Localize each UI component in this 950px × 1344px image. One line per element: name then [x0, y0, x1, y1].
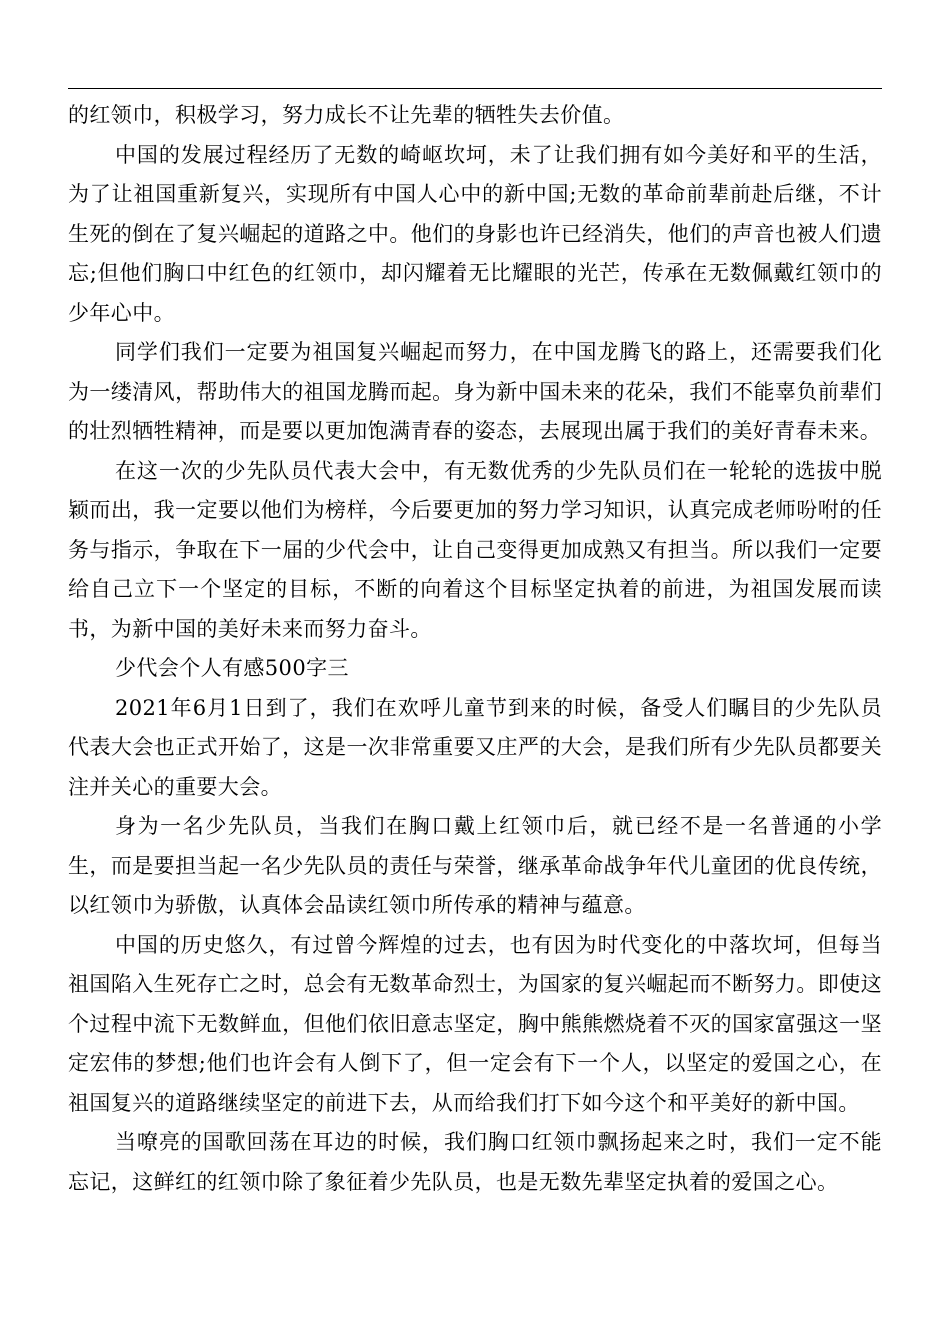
paragraph-3: 同学们我们一定要为祖国复兴崛起而努力，在中国龙腾飞的路上，还需要我们化为一缕清风，帮助伟大的祖国龙腾而起。身为新中国未来的花朵，我们不能辜负前辈们的壮烈牺牲精神，而是要以更加饱满青春的姿态，去展现出属于我们的美好青春未来。 [68, 340, 882, 443]
paragraph-8: 当嘹亮的国歌回荡在耳边的时候，我们胸口红领巾飘扬起来之时，我们一定不能忘记，这鲜红的红领巾除了象征着少先队员，也是无数先辈坚定执着的爱国之心。 [68, 1130, 882, 1194]
paragraph-5: 2021年6月1日到了，我们在欢呼儿童节到来的时候，备受人们瞩目的少先队员代表大会也正式开始了，这是一次非常重要又庄严的大会，是我们所有少先队员都要关注并关心的重要大会。 [68, 695, 882, 799]
header-rule [68, 88, 882, 89]
paragraph-6: 身为一名少先队员，当我们在胸口戴上红领巾后，就已经不是一名普通的小学生，而是要担当起一名少先队员的责任与荣誉，继承革命战争年代儿童团的优良传统，以红领巾为骄傲，认真体会品读红领巾所传承的精神与蕴意。 [68, 814, 882, 917]
document-body [68, 96, 882, 1202]
paragraph-2: 中国的发展过程经历了无数的崎岖坎坷，未了让我们拥有如今美好和平的生活，为了让祖国重新复兴，实现所有中国人心中的新中国;无数的革命前辈前赴后继，不计生死的倒在了复兴崛起的道路之中。他们的身影也许已经消失，他们的声音也被人们遗忘;但他们胸口中红色的红领巾，却闪耀着无比耀眼的光芒，传承在无数佩戴红领巾的少年心中。 [68, 142, 882, 325]
section-heading: 少代会个人有感500字三 [115, 656, 349, 680]
paragraph-4: 在这一次的少先队员代表大会中，有无数优秀的少先队员们在一轮轮的选拔中脱颖而出，我一定要以他们为榜样，今后要更加的努力学习知识，认真完成老师吩咐的任务与指示，争取在下一届的少代会中，让自己变得更加成熟又有担当。所以我们一定要给自己立下一个坚定的目标，不断的向着这个目标坚定执着的前进，为祖国发展而读书，为新中国的美好未来而努力奋斗。 [68, 458, 882, 641]
paragraph-7: 中国的历史悠久，有过曾今辉煌的过去，也有因为时代变化的中落坎坷，但每当祖国陷入生死存亡之时，总会有无数革命烈士，为国家的复兴崛起而不断努力。即使这个过程中流下无数鲜血，但他们依旧意志坚定，胸中熊熊燃烧着不灭的国家富强这一坚定宏伟的梦想;他们也许会有人倒下了，但一定会有下一个人，以坚定的爱国之心，在祖国复兴的道路继续坚定的前进下去，从而给我们打下如今这个和平美好的新中国。 [68, 932, 882, 1115]
paragraph-1: 的红领巾，积极学习，努力成长不让先辈的牺牲失去价值。 [68, 103, 625, 127]
